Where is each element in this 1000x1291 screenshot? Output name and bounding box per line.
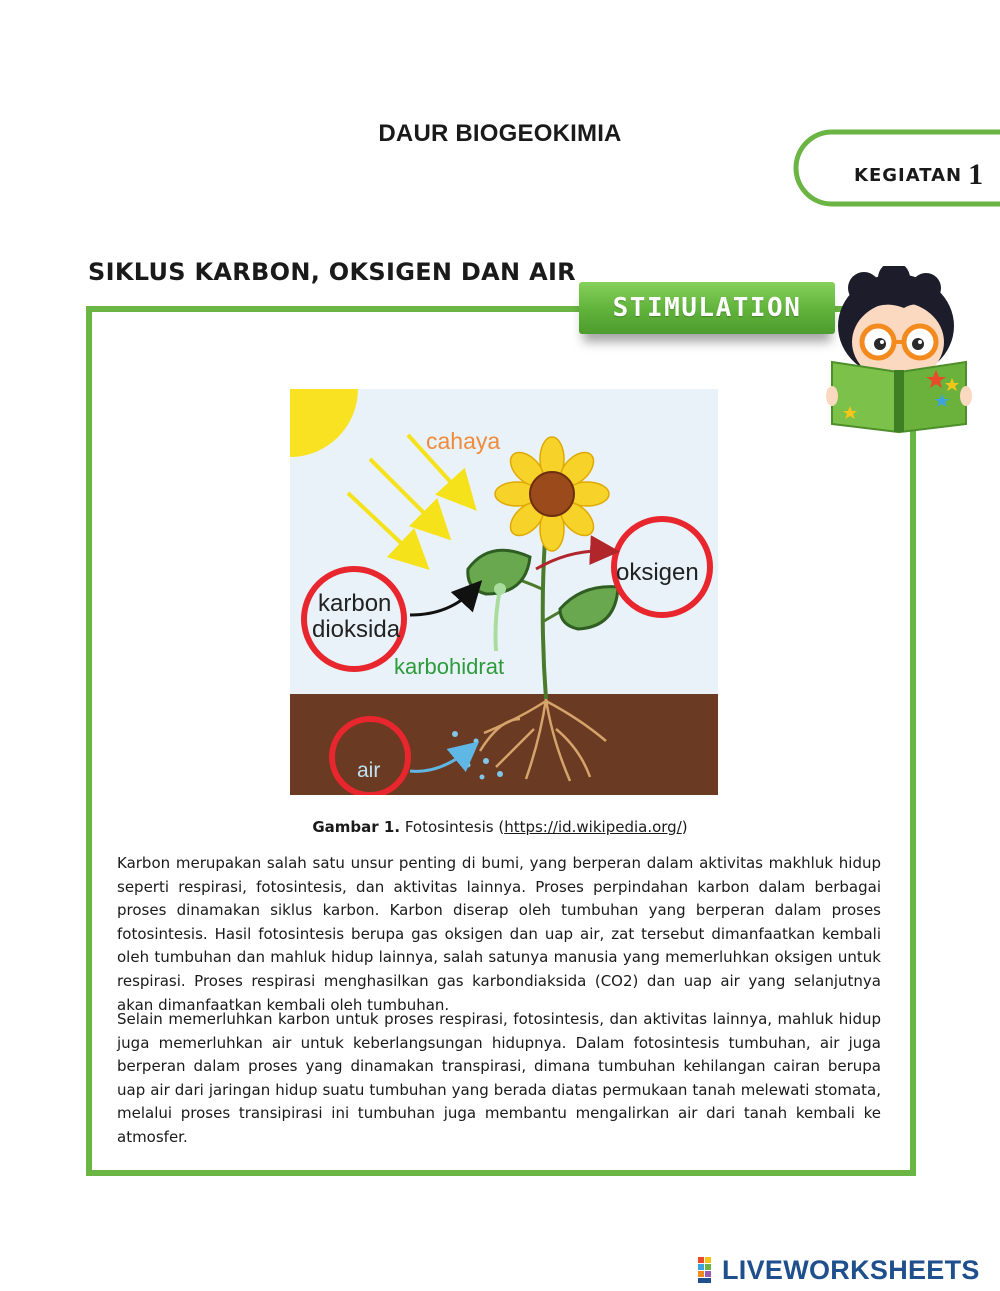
caption-text: Fotosintesis ( <box>404 818 505 836</box>
label-air: air <box>357 759 381 782</box>
kegiatan-text: KEGIATAN <box>854 165 963 186</box>
stimulation-banner: STIMULATION <box>579 282 835 334</box>
body-paragraph-1: Karbon merupakan salah satu unsur penting di bumi, yang berperan dalam aktivitas makhluk hidup seperti respirasi, fotosintesis, dan aktivitas lainnya. Proses perpindahan karbon dalam berbagai proses dinamakan siklus karbon. Karbon diserap oleh tumbuhan yang berperan dalam proses fotosintesis. Hasil fotosintesis berupa gas oksigen dan uap air, zat tersebut dimanfaatkan kembali oleh tumbuhan dan mahluk hidup lainnya, salah satunya manusia yang memerluhkan oksigen untuk respirasi. Proses respirasi menghasilkan gas karbondiaksida (CO2) dan uap air yang selanjutnya akan dimanfaatkan kembali oleh tumbuhan. <box>117 854 881 1014</box>
liveworksheets-logo-icon <box>698 1257 720 1283</box>
body-paragraph-2: Selain memerluhkan karbon untuk proses respirasi, fotosintesis, dan aktivitas lainnya, mahluk hidup juga memerluhkan air untuk keberlangsungan hidupnya. Dalam fotosintesis tumbuhan, air juga berperan dalam proses yang dinamakan transpirasi, dimana tumbuhan kehilangan cairan berupa uap air dari jaringan hidup suatu tumbuhan yang berada diatas permukaan tanah melewati stomata, melalui proses transipirasi ini tumbuhan juga membantu mengalirkan air dari tanah kembali ke atmosfer. <box>117 1010 881 1146</box>
kegiatan-label <box>854 158 984 192</box>
figure-caption <box>0 818 1000 836</box>
caption-end: ) <box>681 818 688 836</box>
label-karbohidrat: karbohidrat <box>394 654 505 679</box>
brand-text: LIVEWORKSHEETS <box>722 1255 980 1285</box>
kegiatan-number: 1 <box>968 158 985 191</box>
kid-reading-illustration <box>824 266 974 436</box>
caption-bold: Gambar 1. <box>312 818 401 836</box>
document-title: DAUR BIOGEOKIMIA <box>378 120 622 147</box>
label-dioksida: dioksida <box>312 616 401 643</box>
caption-link[interactable]: https://id.wikipedia.org/ <box>504 818 682 836</box>
label-karbon: karbon <box>318 590 392 617</box>
label-cahaya: cahaya <box>426 428 501 454</box>
section-heading: SIKLUS KARBON, OKSIGEN DAN AIR <box>88 258 576 286</box>
label-oksigen: oksigen <box>616 559 699 586</box>
photosynthesis-figure <box>290 389 718 795</box>
